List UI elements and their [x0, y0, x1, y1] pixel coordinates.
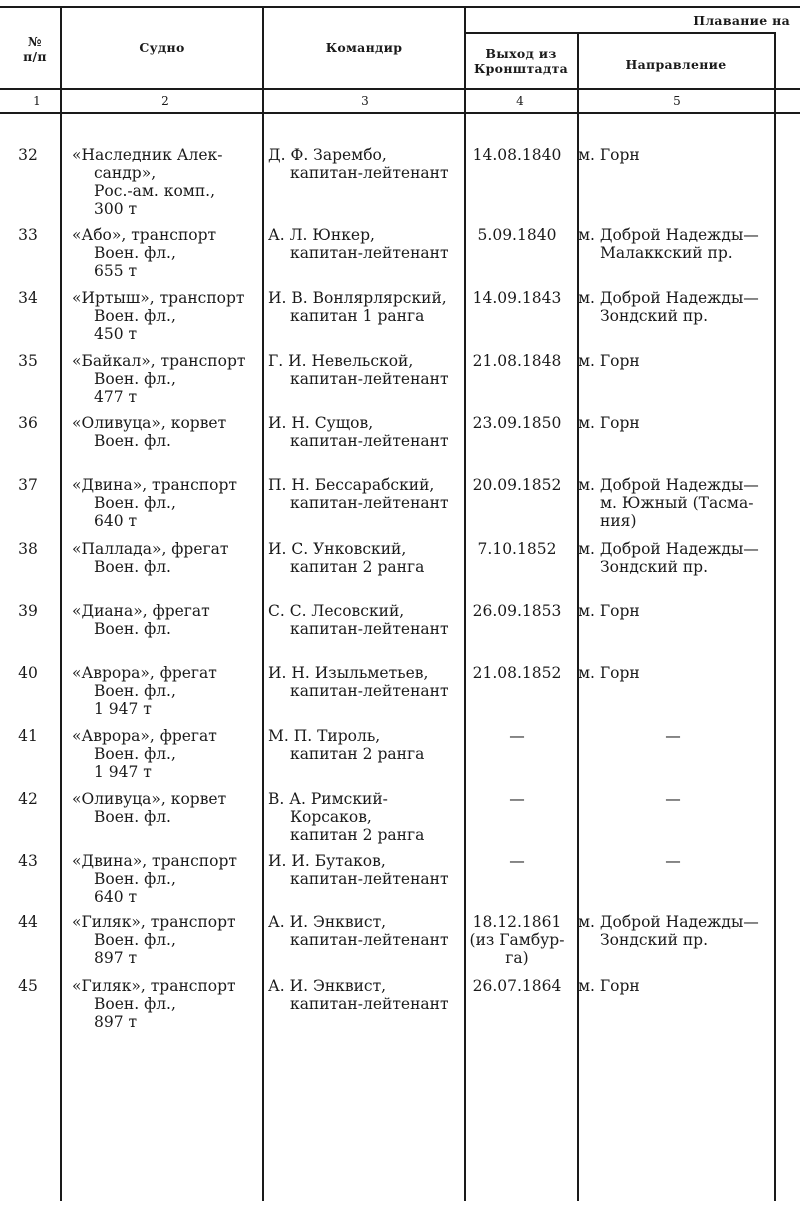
commander-cell-line: И. В. Вонлярлярский,: [268, 289, 447, 307]
ship-cell: [72, 146, 262, 218]
ship-cell-line: Воен. фл.,: [94, 244, 176, 262]
header-voyage-group: Плавание на: [693, 13, 790, 28]
departure-cell-line: 26.07.1864: [472, 977, 562, 995]
commander-cell-line: капитан 2 ранга: [290, 558, 425, 576]
row-number: 38: [18, 540, 38, 558]
row-number: 35: [18, 352, 38, 370]
direction-cell: [578, 977, 778, 995]
departure-cell: [462, 602, 572, 620]
departure-cell: [462, 146, 572, 164]
commander-cell-line: Г. И. Невельской,: [268, 352, 414, 370]
commander-cell: [268, 977, 463, 1013]
ship-cell-line: «Оливуца», корвет: [72, 414, 227, 432]
direction-cell-line: м. Горн: [578, 146, 640, 164]
commander-cell-line: капитан-лейтенант: [290, 931, 449, 949]
ship-cell-line: Воен. фл.: [94, 432, 171, 450]
direction-cell: [578, 540, 778, 576]
departure-cell: [462, 414, 572, 432]
group-header-rule: [464, 32, 774, 34]
commander-cell: [268, 226, 463, 262]
colnum-2: 2: [161, 94, 169, 108]
ship-cell-line: сандр»,: [94, 164, 157, 182]
ship-cell-line: Воен. фл.,: [94, 370, 176, 388]
commander-cell-line: Д. Ф. Зарембо,: [268, 146, 387, 164]
row-number: 40: [18, 664, 38, 682]
departure-cell: [462, 913, 572, 967]
ship-cell-line: «Аврора», фрегат: [72, 727, 217, 745]
ship-cell: [72, 977, 262, 1031]
ship-cell-line: 640 т: [94, 512, 138, 530]
ship-cell: [72, 852, 262, 906]
col-divider-2: [262, 6, 264, 1201]
direction-cell-line: Малаккский пр.: [600, 244, 733, 262]
colnum-5: 5: [673, 94, 681, 108]
direction-cell-line: —: [665, 727, 681, 745]
commander-cell: [268, 414, 463, 450]
ship-cell-line: 477 т: [94, 388, 138, 406]
commander-cell-line: капитан-лейтенант: [290, 620, 449, 638]
commander-cell: [268, 790, 463, 844]
ship-cell: [72, 540, 262, 576]
direction-cell-line: —: [665, 790, 681, 808]
commander-cell: [268, 352, 463, 388]
direction-cell: [578, 852, 768, 870]
commander-cell-line: капитан-лейтенант: [290, 494, 449, 512]
commander-cell-line: А. Л. Юнкер,: [268, 226, 375, 244]
ship-cell-line: «Паллада», фрегат: [72, 540, 229, 558]
commander-cell: [268, 852, 463, 888]
departure-cell-line: 14.09.1843: [472, 289, 562, 307]
ship-cell-line: «Иртыш», транспорт: [72, 289, 245, 307]
ship-cell-line: «Диана», фрегат: [72, 602, 210, 620]
departure-cell-line: 5.09.1840: [477, 226, 557, 244]
departure-cell-line: —: [509, 852, 525, 870]
ship-cell-line: Воен. фл.,: [94, 307, 176, 325]
departure-cell-line: 18.12.1861: [472, 913, 562, 931]
departure-cell: [462, 540, 572, 558]
direction-cell-line: ния): [600, 512, 637, 530]
commander-cell-line: капитан-лейтенант: [290, 164, 449, 182]
colnum-3: 3: [361, 94, 369, 108]
ship-cell-line: Воен. фл.: [94, 620, 171, 638]
direction-cell: [578, 289, 778, 325]
commander-cell-line: М. П. Тироль,: [268, 727, 381, 745]
ship-cell: [72, 913, 262, 967]
ship-cell-line: «Аврора», фрегат: [72, 664, 217, 682]
ship-cell: [72, 226, 262, 280]
ship-cell-line: Воен. фл.: [94, 808, 171, 826]
ship-cell-line: Воен. фл.: [94, 558, 171, 576]
table-top-rule: [0, 6, 800, 8]
direction-cell-line: м. Доброй Надежды—: [578, 476, 759, 494]
commander-cell: [268, 913, 463, 949]
header-commander: Командир: [325, 40, 403, 55]
commander-cell: [268, 727, 463, 763]
ship-cell-line: «Гиляк», транспорт: [72, 977, 236, 995]
header-bottom-rule: [0, 88, 800, 90]
direction-cell-line: Зондский пр.: [600, 558, 709, 576]
commander-cell-line: капитан 1 ранга: [290, 307, 425, 325]
commander-cell: [268, 540, 463, 576]
ship-cell: [72, 476, 262, 530]
ship-cell-line: «Наследник Алек-: [72, 146, 223, 164]
colnum-4: 4: [516, 94, 524, 108]
direction-cell: [578, 790, 768, 808]
direction-cell: [578, 414, 778, 432]
ship-cell-line: Рос.-ам. комп.,: [94, 182, 216, 200]
ship-cell-line: 897 т: [94, 1013, 138, 1031]
departure-cell-line: 26.09.1853: [472, 602, 562, 620]
commander-cell-line: В. А. Римский-: [268, 790, 388, 808]
ship-cell: [72, 289, 262, 343]
direction-cell: [578, 913, 778, 949]
ship-cell-line: Воен. фл.,: [94, 745, 176, 763]
commander-cell-line: капитан-лейтенант: [290, 370, 449, 388]
ship-cell-line: Воен. фл.,: [94, 870, 176, 888]
departure-cell-line: (из Гамбур-: [469, 931, 565, 949]
commander-cell-line: капитан-лейтенант: [290, 682, 449, 700]
colnum-1: 1: [33, 94, 41, 108]
direction-cell: [578, 727, 768, 745]
ship-cell: [72, 727, 262, 781]
direction-cell: [578, 226, 778, 262]
row-number: 33: [18, 226, 38, 244]
departure-cell: [462, 852, 572, 870]
direction-cell-line: Зондский пр.: [600, 931, 709, 949]
departure-cell-line: га): [505, 949, 529, 967]
colnum-bottom-rule: [0, 112, 800, 114]
departure-cell: [462, 289, 572, 307]
departure-cell-line: 20.09.1852: [472, 476, 562, 494]
direction-cell: [578, 664, 778, 682]
departure-cell: [462, 727, 572, 745]
commander-cell: [268, 476, 463, 512]
direction-cell-line: —: [665, 852, 681, 870]
direction-cell: [578, 602, 778, 620]
direction-cell-line: м. Доброй Надежды—: [578, 226, 759, 244]
direction-cell: [578, 476, 778, 530]
commander-cell-line: капитан-лейтенант: [290, 244, 449, 262]
row-number: 41: [18, 727, 38, 745]
direction-cell: [578, 146, 778, 164]
commander-cell-line: И. Н. Изыльметьев,: [268, 664, 429, 682]
departure-cell-line: 7.10.1852: [477, 540, 557, 558]
direction-cell-line: м. Горн: [578, 664, 640, 682]
commander-cell-line: Корсаков,: [290, 808, 372, 826]
commander-cell-line: капитан-лейтенант: [290, 995, 449, 1013]
commander-cell-line: капитан 2 ранга: [290, 826, 425, 844]
ship-cell-line: Воен. фл.,: [94, 682, 176, 700]
ship-cell-line: 300 т: [94, 200, 138, 218]
row-number: 36: [18, 414, 38, 432]
row-number: 45: [18, 977, 38, 995]
commander-cell: [268, 146, 463, 182]
ship-cell-line: «Гиляк», транспорт: [72, 913, 236, 931]
ship-cell-line: 897 т: [94, 949, 138, 967]
ship-cell-line: «Оливуца», корвет: [72, 790, 227, 808]
ship-cell-line: 655 т: [94, 262, 138, 280]
header-ship: Судно: [139, 40, 185, 55]
row-number: 32: [18, 146, 38, 164]
ship-cell-line: 1 947 т: [94, 700, 152, 718]
ship-cell-line: «Двина», транспорт: [72, 476, 237, 494]
departure-cell: [462, 977, 572, 995]
row-number: 34: [18, 289, 38, 307]
header-departure: Выход из Кронштадта: [473, 46, 569, 76]
departure-cell-line: 23.09.1850: [472, 414, 562, 432]
direction-cell-line: м. Доброй Надежды—: [578, 913, 759, 931]
row-number: 39: [18, 602, 38, 620]
direction-cell-line: м. Южный (Тасма-: [600, 494, 754, 512]
row-number: 37: [18, 476, 38, 494]
ship-cell-line: «Двина», транспорт: [72, 852, 237, 870]
departure-cell-line: —: [509, 790, 525, 808]
departure-cell-line: 14.08.1840: [472, 146, 562, 164]
departure-cell-line: 21.08.1848: [472, 352, 562, 370]
commander-cell-line: капитан-лейтенант: [290, 870, 449, 888]
departure-cell: [462, 664, 572, 682]
row-number: 42: [18, 790, 38, 808]
ship-cell-line: Воен. фл.,: [94, 931, 176, 949]
direction-cell: [578, 352, 778, 370]
direction-cell-line: Зондский пр.: [600, 307, 709, 325]
commander-cell-line: А. И. Энквист,: [268, 977, 387, 995]
ship-cell: [72, 352, 262, 406]
ship-cell-line: 1 947 т: [94, 763, 152, 781]
direction-cell-line: м. Горн: [578, 977, 640, 995]
direction-cell-line: м. Доброй Надежды—: [578, 289, 759, 307]
direction-cell-line: м. Доброй Надежды—: [578, 540, 759, 558]
ship-cell-line: «Або», транспорт: [72, 226, 217, 244]
commander-cell-line: И. И. Бутаков,: [268, 852, 386, 870]
commander-cell-line: А. И. Энквист,: [268, 913, 387, 931]
ship-cell: [72, 790, 262, 826]
header-direction: Направление: [625, 57, 727, 72]
ship-cell: [72, 602, 262, 638]
ship-cell-line: Воен. фл.,: [94, 995, 176, 1013]
row-number: 44: [18, 913, 38, 931]
commander-cell-line: капитан 2 ранга: [290, 745, 425, 763]
commander-cell-line: И. Н. Сущов,: [268, 414, 374, 432]
departure-cell: [462, 790, 572, 808]
direction-cell-line: м. Горн: [578, 352, 640, 370]
departure-cell-line: —: [509, 727, 525, 745]
commander-cell: [268, 289, 463, 325]
ship-cell: [72, 664, 262, 718]
ship-cell-line: 640 т: [94, 888, 138, 906]
header-number: № п/п: [23, 34, 47, 64]
departure-cell: [462, 476, 572, 494]
direction-cell-line: м. Горн: [578, 414, 640, 432]
departure-cell-line: 21.08.1852: [472, 664, 562, 682]
ship-cell-line: 450 т: [94, 325, 138, 343]
commander-cell: [268, 664, 463, 700]
direction-cell-line: м. Горн: [578, 602, 640, 620]
commander-cell-line: И. С. Унковский,: [268, 540, 407, 558]
commander-cell-line: С. С. Лесовский,: [268, 602, 405, 620]
commander-cell-line: П. Н. Бессарабский,: [268, 476, 435, 494]
row-number: 43: [18, 852, 38, 870]
ship-cell: [72, 414, 262, 450]
ship-cell-line: Воен. фл.,: [94, 494, 176, 512]
ship-cell-line: «Байкал», транспорт: [72, 352, 246, 370]
col-divider-1: [60, 6, 62, 1201]
departure-cell: [462, 352, 572, 370]
commander-cell-line: капитан-лейтенант: [290, 432, 449, 450]
departure-cell: [462, 226, 572, 244]
commander-cell: [268, 602, 463, 638]
